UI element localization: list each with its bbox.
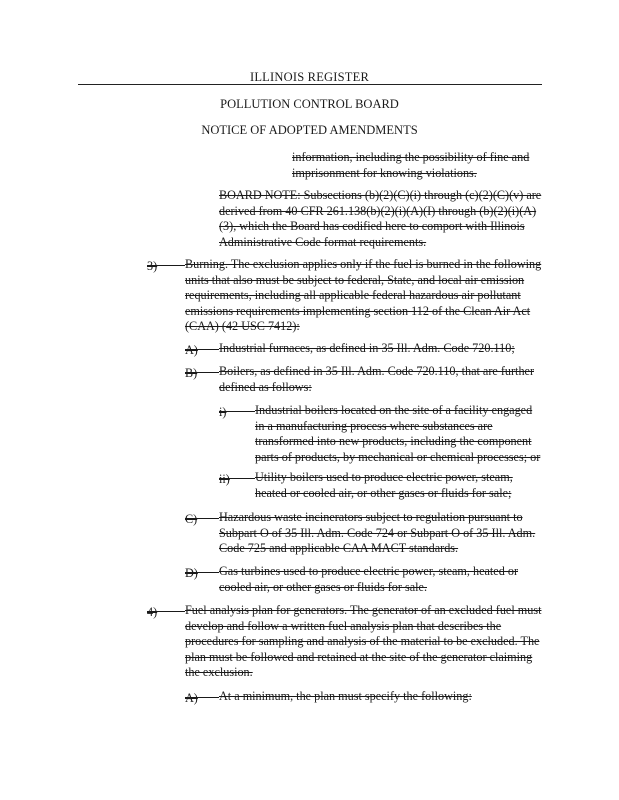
board-note: BOARD NOTE: Subsections (b)(2)(C)(i) through (c)(2)(C)(v) are derived from 40 CFR 261.138(b)(2)(i)(A)(I) through (b)(2)(i)(A)(3), which the Board has codified here to comport with Illinois Administrative Code format requirements.	[219, 188, 542, 249]
item-3b-label: B)	[185, 366, 198, 380]
item-3c-text: Hazardous waste incinerators subject to regulation pursuant to Subpart O of 35 Ill. Adm. Code 724 or Subpart O of 35 Ill. Adm. Code 725 and applicable CAA MACT standards.	[219, 510, 536, 556]
item-3-text: Burning. The exclusion applies only if the fuel is burned in the following units that also must be subject to federal, State, and local air emission requirements, including all applicable federal hazardous air pollutant emissions requirements implementing section 112 of the Clean Air Act (CAA) (42 USC 7412):	[185, 257, 542, 334]
item-3bi-label: i)	[219, 405, 227, 419]
item-3a-text: Industrial furnaces, as defined in 35 Ill. Adm. Code 720.110;	[219, 341, 515, 355]
item-3d-strike	[185, 572, 219, 573]
item-3b-label-wrap	[185, 364, 219, 380]
item-3a-label-wrap	[185, 341, 219, 357]
item-3c-label: C)	[185, 512, 198, 526]
item-3c-strike	[185, 518, 219, 519]
info-continuation: information, including the possibility of fine and imprisonment for knowing violations.	[292, 150, 530, 180]
item-3bii-label-wrap	[219, 470, 255, 486]
item-3-label: 3)	[147, 259, 158, 273]
item-3bi-label-wrap	[219, 403, 255, 419]
header-rule	[78, 84, 542, 85]
item-3a-label: A)	[185, 343, 198, 357]
item-3bi-strike	[219, 411, 255, 412]
item-4-label-wrap	[147, 603, 185, 619]
item-3c-label-wrap	[185, 510, 219, 526]
item-4a-strike	[185, 697, 219, 698]
item-4a-label-wrap	[185, 689, 219, 705]
item-3b-text: Boilers, as defined in 35 Ill. Adm. Code 720.110, that are further defined as follows:	[219, 364, 534, 394]
item-4a-label: A)	[185, 691, 198, 705]
item-3-label-wrap	[147, 257, 185, 273]
item-3bi-text: Industrial boilers located on the site of a facility engaged in a manufacturing process where substances are transformed into new products, including the component parts of products, by mechanical or chemical processes; or	[255, 403, 541, 464]
item-4-label: 4)	[147, 605, 158, 619]
register-title: ILLINOIS REGISTER	[249, 70, 369, 84]
item-3-strike	[147, 265, 185, 266]
item-3bii-strike	[219, 478, 255, 479]
item-3bii-text: Utility boilers used to produce electric power, steam, heated or cooled air, or other gases or fluids for sale;	[255, 470, 513, 500]
item-3d-text: Gas turbines used to produce electric power, steam, heated or cooled air, or other gases or fluids for sale.	[219, 564, 519, 594]
item-3b-strike	[185, 372, 219, 373]
notice-title: NOTICE OF ADOPTED AMENDMENTS	[201, 123, 418, 137]
item-4a-text: At a minimum, the plan must specify the following:	[219, 689, 472, 703]
board-name: POLLUTION CONTROL BOARD	[220, 97, 399, 111]
item-3d-label-wrap	[185, 564, 219, 580]
item-4-strike	[147, 611, 185, 612]
item-3a-strike	[185, 349, 219, 350]
item-3bii-label: ii)	[219, 472, 230, 486]
item-4-text: Fuel analysis plan for generators. The generator of an excluded fuel must develop and follow a written fuel analysis plan that describes the procedures for sampling and analysis of the material to be excluded. The plan must be followed and retained at the site of the generator claiming the exclusion.	[185, 603, 542, 680]
item-3d-label: D)	[185, 566, 198, 580]
